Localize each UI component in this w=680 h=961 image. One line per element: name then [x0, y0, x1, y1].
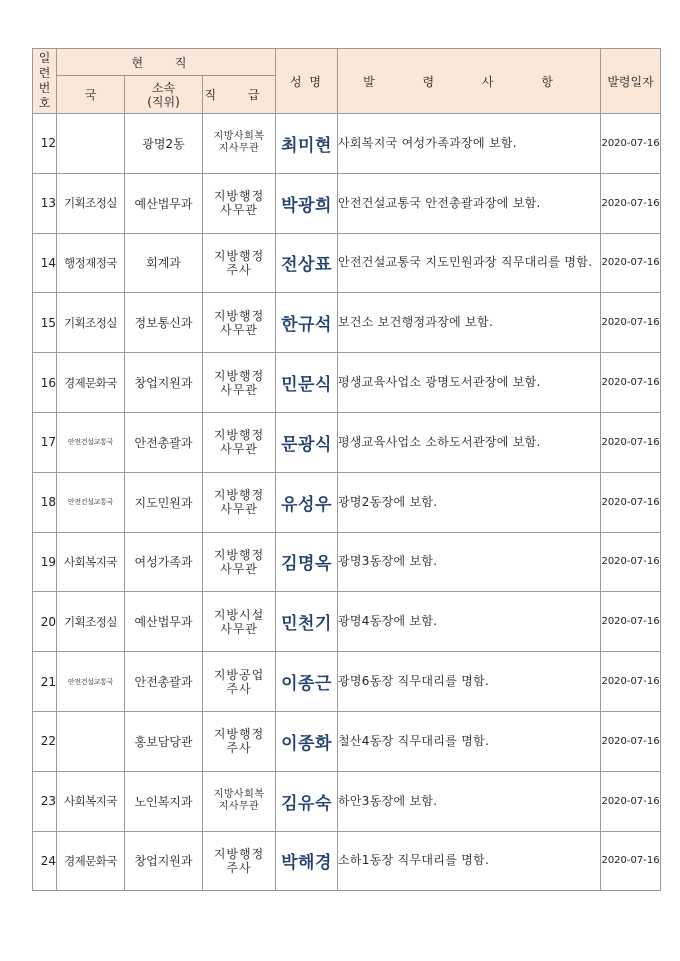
person-name-cell: 김명옥: [276, 532, 338, 592]
serial-number-cell: 21: [33, 652, 57, 712]
rank-line-2: 사무관: [220, 382, 258, 397]
bureau-cell: 경제문화국: [57, 831, 125, 891]
order-cell: 평생교육사업소 소하도서관장에 보함.: [338, 412, 601, 472]
dept-header-label: 소속: [151, 80, 176, 95]
name-header-label: 성 명: [290, 74, 324, 89]
person-name-cell: 최미현: [276, 114, 338, 174]
dept-cell: 회계과: [125, 233, 203, 293]
person-name-cell: 박해경: [276, 831, 338, 891]
order-header: [338, 49, 601, 114]
date-cell: 2020-07-16: [601, 592, 661, 652]
bureau-cell: 기획조정실: [57, 173, 125, 233]
table-row: [33, 532, 661, 592]
order-cell: 하안3동장에 보함.: [338, 771, 601, 831]
order-cell: 광명2동장에 보함.: [338, 472, 601, 532]
date-header-label: 발령일자: [607, 74, 654, 89]
table-row: [33, 293, 661, 353]
rank-line-2: 주사: [226, 262, 252, 277]
dept-cell: 광명2동: [125, 114, 203, 174]
rank-line-1: 지방행정: [213, 248, 265, 263]
bureau-cell: [57, 114, 125, 174]
bureau-cell: 안전건설교통국: [57, 652, 125, 712]
order-cell: 소하1동장 직무대리를 명함.: [338, 831, 601, 891]
rank-cell: [203, 353, 276, 413]
serial-number-cell: 13: [33, 173, 57, 233]
bureau-cell: [57, 711, 125, 771]
rank-cell: [203, 114, 276, 174]
person-name-cell: 민천기: [276, 592, 338, 652]
order-cell: 안전건설교통국 안전총괄과장에 보함.: [338, 173, 601, 233]
rank-line-2: 지사무관: [218, 801, 260, 813]
serial-number-cell: 23: [33, 771, 57, 831]
dept-cell: 창업지원과: [125, 353, 203, 413]
person-name-cell: 이종화: [276, 711, 338, 771]
dept-cell: 창업지원과: [125, 831, 203, 891]
table-row: [33, 711, 661, 771]
person-name-cell: 박광희: [276, 173, 338, 233]
table-row: [33, 412, 661, 472]
rank-cell: [203, 173, 276, 233]
rank-cell: [203, 532, 276, 592]
personnel-order-table: [32, 48, 661, 891]
date-cell: 2020-07-16: [601, 114, 661, 174]
rank-line-2: 사무관: [220, 621, 258, 636]
rank-line-1: 지방행정: [213, 189, 265, 204]
order-cell: 사회복지국 여성가족과장에 보함.: [338, 114, 601, 174]
person-name-cell: 유성우: [276, 472, 338, 532]
rank-line-2: 사무관: [220, 502, 258, 517]
date-cell: 2020-07-16: [601, 831, 661, 891]
table-row: [33, 831, 661, 891]
date-cell: 2020-07-16: [601, 293, 661, 353]
table-row: [33, 472, 661, 532]
table-row: [33, 652, 661, 712]
bureau-cell: 안전건설교통국: [57, 412, 125, 472]
name-header: [276, 49, 338, 114]
order-cell: 철산4동장 직무대리를 명함.: [338, 711, 601, 771]
bureau-cell: 안전건설교통국: [57, 472, 125, 532]
serial-number-cell: 20: [33, 592, 57, 652]
rank-line-2: 주사: [226, 681, 252, 696]
table-row: [33, 114, 661, 174]
bureau-header: [57, 76, 125, 114]
person-name-cell: 한규석: [276, 293, 338, 353]
bureau-header-label: 국: [84, 88, 97, 102]
rank-cell: [203, 233, 276, 293]
rank-line-2: 주사: [226, 860, 252, 875]
person-name-cell: 전상표: [276, 233, 338, 293]
dept-cell: 노인복지과: [125, 771, 203, 831]
serial-number-cell: 18: [33, 472, 57, 532]
order-cell: 안전건설교통국 지도민원과장 직무대리를 명함.: [338, 233, 601, 293]
table-row: [33, 353, 661, 413]
rank-cell: [203, 293, 276, 353]
person-name-cell: 문광식: [276, 412, 338, 472]
table-row: [33, 233, 661, 293]
serial-number-cell: 12: [33, 114, 57, 174]
serial-number-header-text: 일련번호: [38, 51, 51, 110]
rank-cell: [203, 592, 276, 652]
person-name-cell: 김유숙: [276, 771, 338, 831]
rank-line-1: 지방행정: [213, 488, 265, 503]
current-position-header: [57, 49, 276, 76]
rank-line-1: 지방행정: [213, 727, 265, 742]
order-cell: 광명3동장에 보함.: [338, 532, 601, 592]
order-cell: 광명4동장에 보함.: [338, 592, 601, 652]
rank-line-1: 지방행정: [213, 428, 265, 443]
dept-cell: 예산법무과: [125, 592, 203, 652]
date-cell: 2020-07-16: [601, 532, 661, 592]
rank-cell: [203, 771, 276, 831]
rank-cell: [203, 711, 276, 771]
rank-line-1: 지방행정: [213, 308, 265, 323]
order-cell: 평생교육사업소 광명도서관장에 보함.: [338, 353, 601, 413]
date-cell: 2020-07-16: [601, 771, 661, 831]
dept-header-sublabel: (직위): [147, 94, 180, 109]
rank-cell: [203, 831, 276, 891]
rank-line-2: 사무관: [220, 203, 258, 218]
rank-cell: [203, 652, 276, 712]
table-row: [33, 771, 661, 831]
rank-line-2: 지사무관: [218, 143, 260, 155]
date-cell: 2020-07-16: [601, 173, 661, 233]
date-cell: 2020-07-16: [601, 233, 661, 293]
serial-number-header: [33, 49, 57, 114]
bureau-cell: 사회복지국: [57, 532, 125, 592]
dept-cell: 홍보담당관: [125, 711, 203, 771]
serial-number-cell: 14: [33, 233, 57, 293]
date-cell: 2020-07-16: [601, 353, 661, 413]
table-header: [33, 49, 661, 114]
serial-number-cell: 22: [33, 711, 57, 771]
table-body: [33, 114, 661, 891]
serial-number-cell: 24: [33, 831, 57, 891]
bureau-cell: 경제문화국: [57, 353, 125, 413]
rank-line-1: 지방사회복: [213, 131, 265, 143]
rank-cell: [203, 472, 276, 532]
dept-cell: 안전총괄과: [125, 652, 203, 712]
serial-number-header-label: [33, 51, 56, 111]
serial-number-cell: 19: [33, 532, 57, 592]
date-header: [601, 49, 661, 114]
date-cell: 2020-07-16: [601, 711, 661, 771]
dept-header: [125, 76, 203, 114]
rank-line-1: 지방공업: [213, 667, 265, 682]
date-cell: 2020-07-16: [601, 412, 661, 472]
person-name-cell: 민문식: [276, 353, 338, 413]
table-row: [33, 592, 661, 652]
rank-line-1: 지방행정: [213, 368, 265, 383]
dept-cell: 예산법무과: [125, 173, 203, 233]
rank-line-2: 사무관: [220, 442, 258, 457]
person-name-cell: 이종근: [276, 652, 338, 712]
serial-number-cell: 16: [33, 353, 57, 413]
order-header-label: 발 령 사 항: [363, 74, 575, 89]
serial-number-cell: 15: [33, 293, 57, 353]
current-position-header-label: 현 직: [131, 55, 201, 70]
rank-header-label: 직 급: [204, 88, 274, 102]
dept-cell: 안전총괄과: [125, 412, 203, 472]
dept-cell: 정보통신과: [125, 293, 203, 353]
order-cell: 보건소 보건행정과장에 보함.: [338, 293, 601, 353]
serial-number-cell: 17: [33, 412, 57, 472]
rank-line-2: 주사: [226, 741, 252, 756]
rank-line-2: 사무관: [220, 322, 258, 337]
date-cell: 2020-07-16: [601, 472, 661, 532]
dept-cell: 여성가족과: [125, 532, 203, 592]
bureau-cell: 기획조정실: [57, 592, 125, 652]
bureau-cell: 기획조정실: [57, 293, 125, 353]
dept-cell: 지도민원과: [125, 472, 203, 532]
order-cell: 광명6동장 직무대리를 명함.: [338, 652, 601, 712]
rank-line-1: 지방시설: [213, 607, 265, 622]
rank-line-2: 사무관: [220, 561, 258, 576]
rank-line-1: 지방행정: [213, 547, 265, 562]
rank-line-1: 지방사회복: [213, 789, 265, 801]
rank-line-1: 지방행정: [213, 846, 265, 861]
rank-header: [203, 76, 276, 114]
rank-cell: [203, 412, 276, 472]
bureau-cell: 행정재정국: [57, 233, 125, 293]
bureau-cell: 사회복지국: [57, 771, 125, 831]
date-cell: 2020-07-16: [601, 652, 661, 712]
table-row: [33, 173, 661, 233]
